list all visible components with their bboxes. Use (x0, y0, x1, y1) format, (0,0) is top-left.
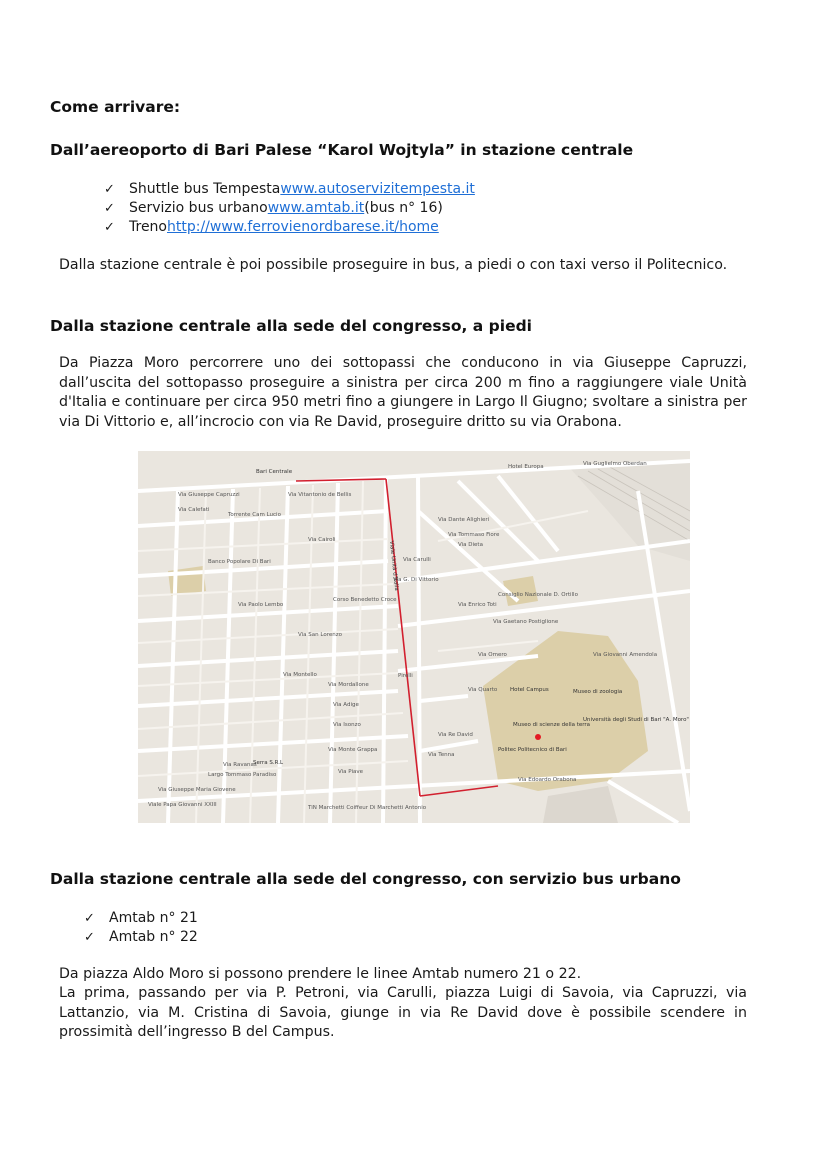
map-graphic (138, 451, 690, 823)
map-label: Viale Papa Giovanni XXIII (148, 802, 217, 808)
list-item: ✓ Amtab n° 21 (84, 910, 198, 926)
map-label: Hotel Campus (510, 687, 549, 693)
map-label: Museo di zoologia (573, 689, 623, 695)
section-heading-bus: Dalla stazione centrale alla sede del congresso, con servizio bus urbano (50, 870, 681, 888)
map-label: Via Enrico Toti (458, 602, 497, 608)
link-amtab[interactable]: www.amtab.it (267, 200, 365, 216)
checkmark-icon: ✓ (104, 201, 115, 216)
map-label: Hotel Europa (508, 464, 544, 470)
map-label: Serra S.R.L (253, 760, 284, 766)
map-label: Via Paolo Lembo (238, 602, 284, 608)
link-ferrovienordbarese[interactable]: http://www.ferrovienordbarese.it/home (167, 219, 439, 235)
map-label: Via Adige (333, 702, 359, 708)
map-label: Via Isonzo (333, 722, 361, 728)
map-label: Via Guglielmo Oberdan (583, 461, 647, 467)
map-label: Via Ravanas (223, 762, 257, 768)
bus-intro: Da piazza Aldo Moro si possono prendere le linee Amtab numero 21 o 22. (59, 966, 582, 982)
section-heading-walking: Dalla stazione centrale alla sede del congresso, a piedi (50, 317, 532, 335)
map-label: Via Piave (338, 769, 364, 775)
map-label: Consiglio Nazionale D. Ortillo (498, 592, 578, 598)
map-label: Banco Popolare Di Bari (208, 559, 271, 565)
map-label: Via Re David (438, 732, 473, 738)
map-label: Via Vitantonio de Bellis (288, 492, 352, 498)
map-label: Via Dante Alighieri (438, 517, 490, 523)
walking-directions: Da Piazza Moro percorrere uno dei sottopassi che conducono in via Giuseppe Capruzzi, dall’uscita del sottopasso proseguire a sinistra per circa 200 m fino a raggiungere viale Unità d'Italia e continuare per circa 950 metri fino a giungere in Largo Il Giugno; svoltare a sinistra per via Di Vittorio e, all’incrocio con via Re David, proseguire dritto su via Orabona. (59, 355, 747, 430)
map-label: Via G. Di Vittorio (393, 577, 439, 583)
checkmark-icon: ✓ (104, 220, 115, 235)
map-label: Viale Unità d'Italia (388, 540, 400, 592)
map-label: TiN Marchetti Coiffeur Di Marchetti Antonio (308, 805, 427, 811)
map-label: Via Carulli (403, 557, 431, 563)
list-item: ✓ Treno http://www.ferrovienordbarese.it/home (104, 219, 439, 235)
map-label: Via Giuseppe Maria Giovene (158, 787, 236, 793)
map-label: Via Monte Grappa (328, 747, 378, 753)
bus-lines-list (84, 909, 198, 947)
map-label: Via Omero (478, 652, 507, 658)
map-label: Museo di scienze della terra (513, 722, 591, 728)
map-label: Via Quarto (468, 687, 498, 693)
map-label: Politec Politecnico di Bari (498, 747, 567, 753)
map-label: Via Tommaso Fiore (448, 532, 500, 538)
page-title: Come arrivare: (50, 98, 181, 116)
map-label: Via Tenna (428, 752, 455, 758)
map-label: Pirelli (398, 673, 413, 679)
list-item: ✓ Servizio bus urbano www.amtab.it (bus n° 16) (104, 200, 443, 216)
map-label: Via San Lorenzo (298, 632, 342, 638)
list-item: ✓ Shuttle bus Tempesta www.autoservizitempesta.it (104, 181, 475, 197)
map-label: Via Dieta (458, 542, 483, 548)
map-label: Largo Tommaso Paradiso (208, 772, 277, 778)
map-label: Via Montello (283, 672, 317, 678)
airport-options-list (104, 180, 475, 237)
map-label: Via Giuseppe Capruzzi (178, 492, 240, 498)
map-label: Via Mordallone (328, 682, 369, 688)
map-label: Torrente Cam Lucio (228, 512, 281, 518)
map-label: Via Edoardo Orabona (518, 777, 577, 783)
map-label: Via Gaetano Postiglione (493, 619, 559, 625)
city-map[interactable] (138, 451, 690, 823)
map-label: Via Calefati (178, 507, 210, 513)
bus-route-description: La prima, passando per via P. Petroni, via Carulli, piazza Luigi di Savoia, via Capruzzi, via Lattanzio, via M. Cristina di Savoia, giunge in via Re David dove è possibile scendere in prossimità dell’ingresso B del Campus. (59, 985, 747, 1040)
checkmark-icon: ✓ (104, 182, 115, 197)
checkmark-icon: ✓ (84, 930, 95, 945)
checkmark-icon: ✓ (84, 911, 95, 926)
map-label: Università degli Studi di Bari "A. Moro" (583, 717, 689, 723)
map-label: Via Giovanni Amendola (593, 652, 658, 658)
link-autoservizitempesta[interactable]: www.autoservizitempesta.it (280, 181, 475, 197)
airport-note: Dalla stazione centrale è poi possibile proseguire in bus, a piedi o con taxi verso il Politecnico. (59, 257, 728, 273)
map-label: Corso Benedetto Croce (333, 597, 397, 603)
destination-marker (535, 734, 541, 740)
list-item: ✓ Amtab n° 22 (84, 929, 198, 945)
map-label: Via Cairoli (308, 537, 336, 543)
section-heading-airport: Dall’aereoporto di Bari Palese “Karol Wojtyla” in stazione centrale (50, 141, 634, 159)
map-label: Bari Centrale (256, 469, 293, 475)
